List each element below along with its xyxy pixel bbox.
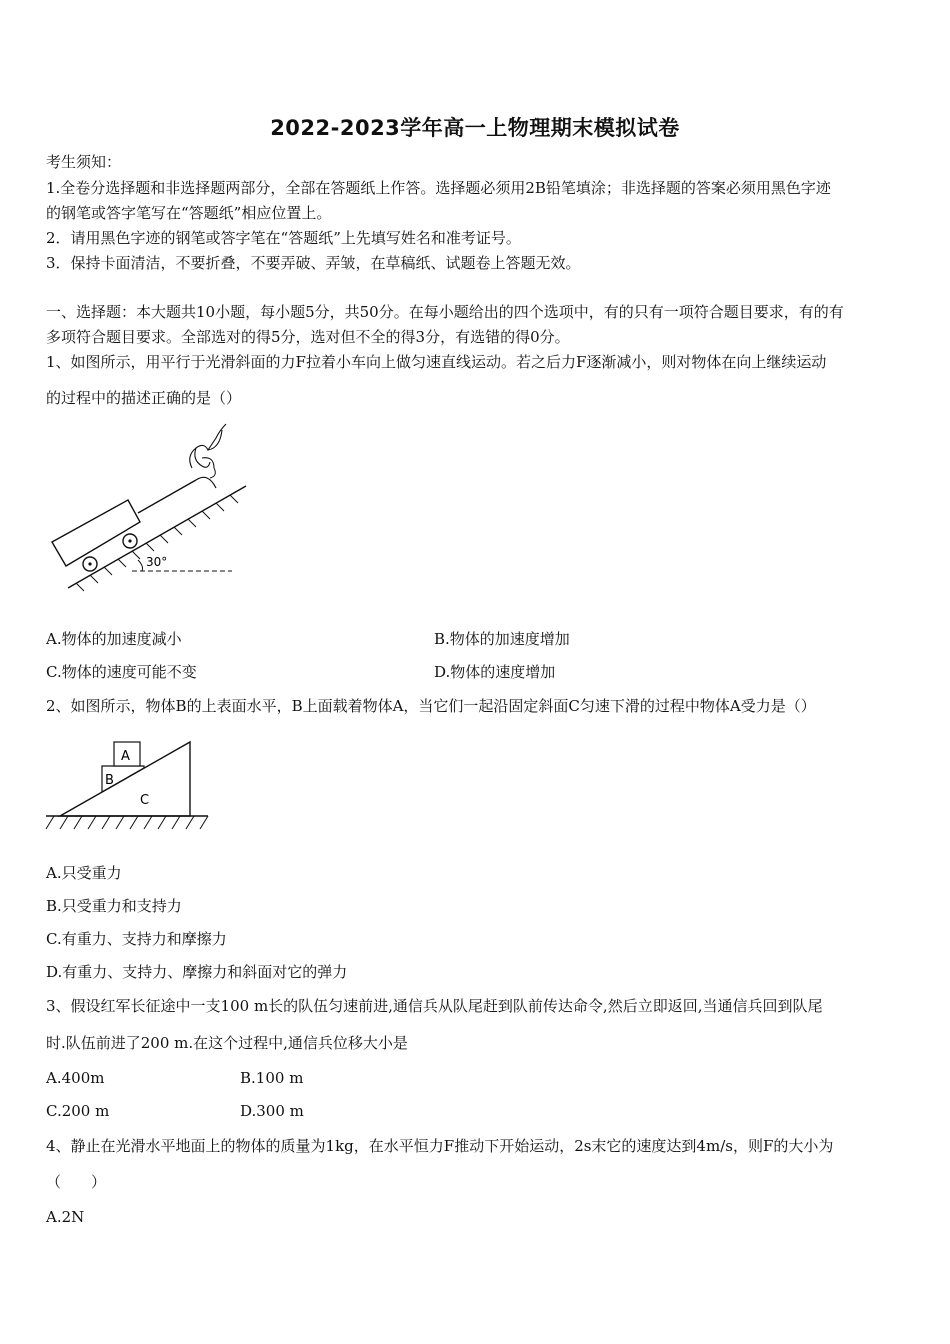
q3-option-d[interactable]: D.300 m (240, 1102, 304, 1120)
q4-stem-line-2: （ ） (46, 1173, 107, 1191)
q1-option-c[interactable]: C.物体的速度可能不变 (46, 663, 197, 681)
q2-option-b[interactable]: B.只受重力和支持力 (46, 897, 182, 915)
q3-stem-line-2: 时.队伍前进了200 m.在这个过程中,通信兵位移大小是 (46, 1034, 408, 1052)
q4-option-a[interactable]: A.2N (46, 1208, 85, 1226)
q1-stem-line-2: 的过程中的描述正确的是（） (46, 389, 242, 407)
q1-option-a[interactable]: A.物体的加速度减小 (46, 630, 182, 648)
q4-stem-line-1: 4、静止在光滑水平地面上的物体的质量为1kg，在水平恒力F推动下开始运动，2s末它的速度达到4m/s，则F的大小为 (46, 1137, 834, 1155)
q3-option-a[interactable]: A.400m (46, 1069, 105, 1087)
q2-option-a[interactable]: A.只受重力 (46, 864, 122, 882)
q2-label-b: B (105, 773, 114, 788)
notice-item-1-cont: 的钢笔或答字笔写在“答题纸”相应位置上。 (46, 204, 332, 222)
section-instruction-2: 多项符合题目要求。全部选对的得5分，选对但不全的得3分，有选错的得0分。 (46, 328, 570, 346)
q1-incline-cart-figure (46, 420, 256, 595)
exam-title: 2022-2023学年高一上物理期末模拟试卷 (270, 116, 680, 140)
q2-label-c: C (140, 793, 150, 808)
q1-stem-line-1: 1、如图所示，用平行于光滑斜面的力F拉着小车向上做匀速直线运动。若之后力F逐渐减小，则对物体在向上继续运动 (46, 353, 827, 371)
q3-stem-line-1: 3、假设红军长征途中一支100 m长的队伍匀速前进,通信兵从队尾赶到队前传达命令,然后立即返回,当通信兵回到队尾 (46, 997, 823, 1015)
q2-option-d[interactable]: D.有重力、支持力、摩擦力和斜面对它的弹力 (46, 963, 348, 981)
q1-angle-label: 30° (146, 555, 168, 569)
q3-option-c[interactable]: C.200 m (46, 1102, 110, 1120)
section-instruction-1: 一、选择题：本大题共10小题，每小题5分，共50分。在每小题给出的四个选项中，有的只有一项符合题目要求，有的有 (46, 303, 844, 321)
notice-item-3: 3．保持卡面清洁，不要折叠，不要弄破、弄皱，在草稿纸、试题卷上答题无效。 (46, 254, 581, 272)
notice-item-1: 1.全卷分选择题和非选择题两部分，全部在答题纸上作答。选择题必须用2B铅笔填涂；非选择题的答案必须用黑色字迹 (46, 179, 831, 197)
q1-option-b[interactable]: B.物体的加速度增加 (434, 630, 570, 648)
q2-incline-blocks-figure (44, 734, 210, 836)
notice-item-2: 2．请用黑色字迹的钢笔或答字笔在“答题纸”上先填写姓名和准考证号。 (46, 229, 521, 247)
q1-option-d[interactable]: D.物体的速度增加 (434, 663, 556, 681)
q2-stem: 2、如图所示，物体B的上表面水平，B上面载着物体A，当它们一起沿固定斜面C匀速下滑的过程中物体A受力是（） (46, 697, 816, 715)
q2-label-a: A (121, 749, 130, 764)
q2-option-c[interactable]: C.有重力、支持力和摩擦力 (46, 930, 227, 948)
notice-heading: 考生须知： (46, 153, 122, 171)
q3-option-b[interactable]: B.100 m (240, 1069, 304, 1087)
